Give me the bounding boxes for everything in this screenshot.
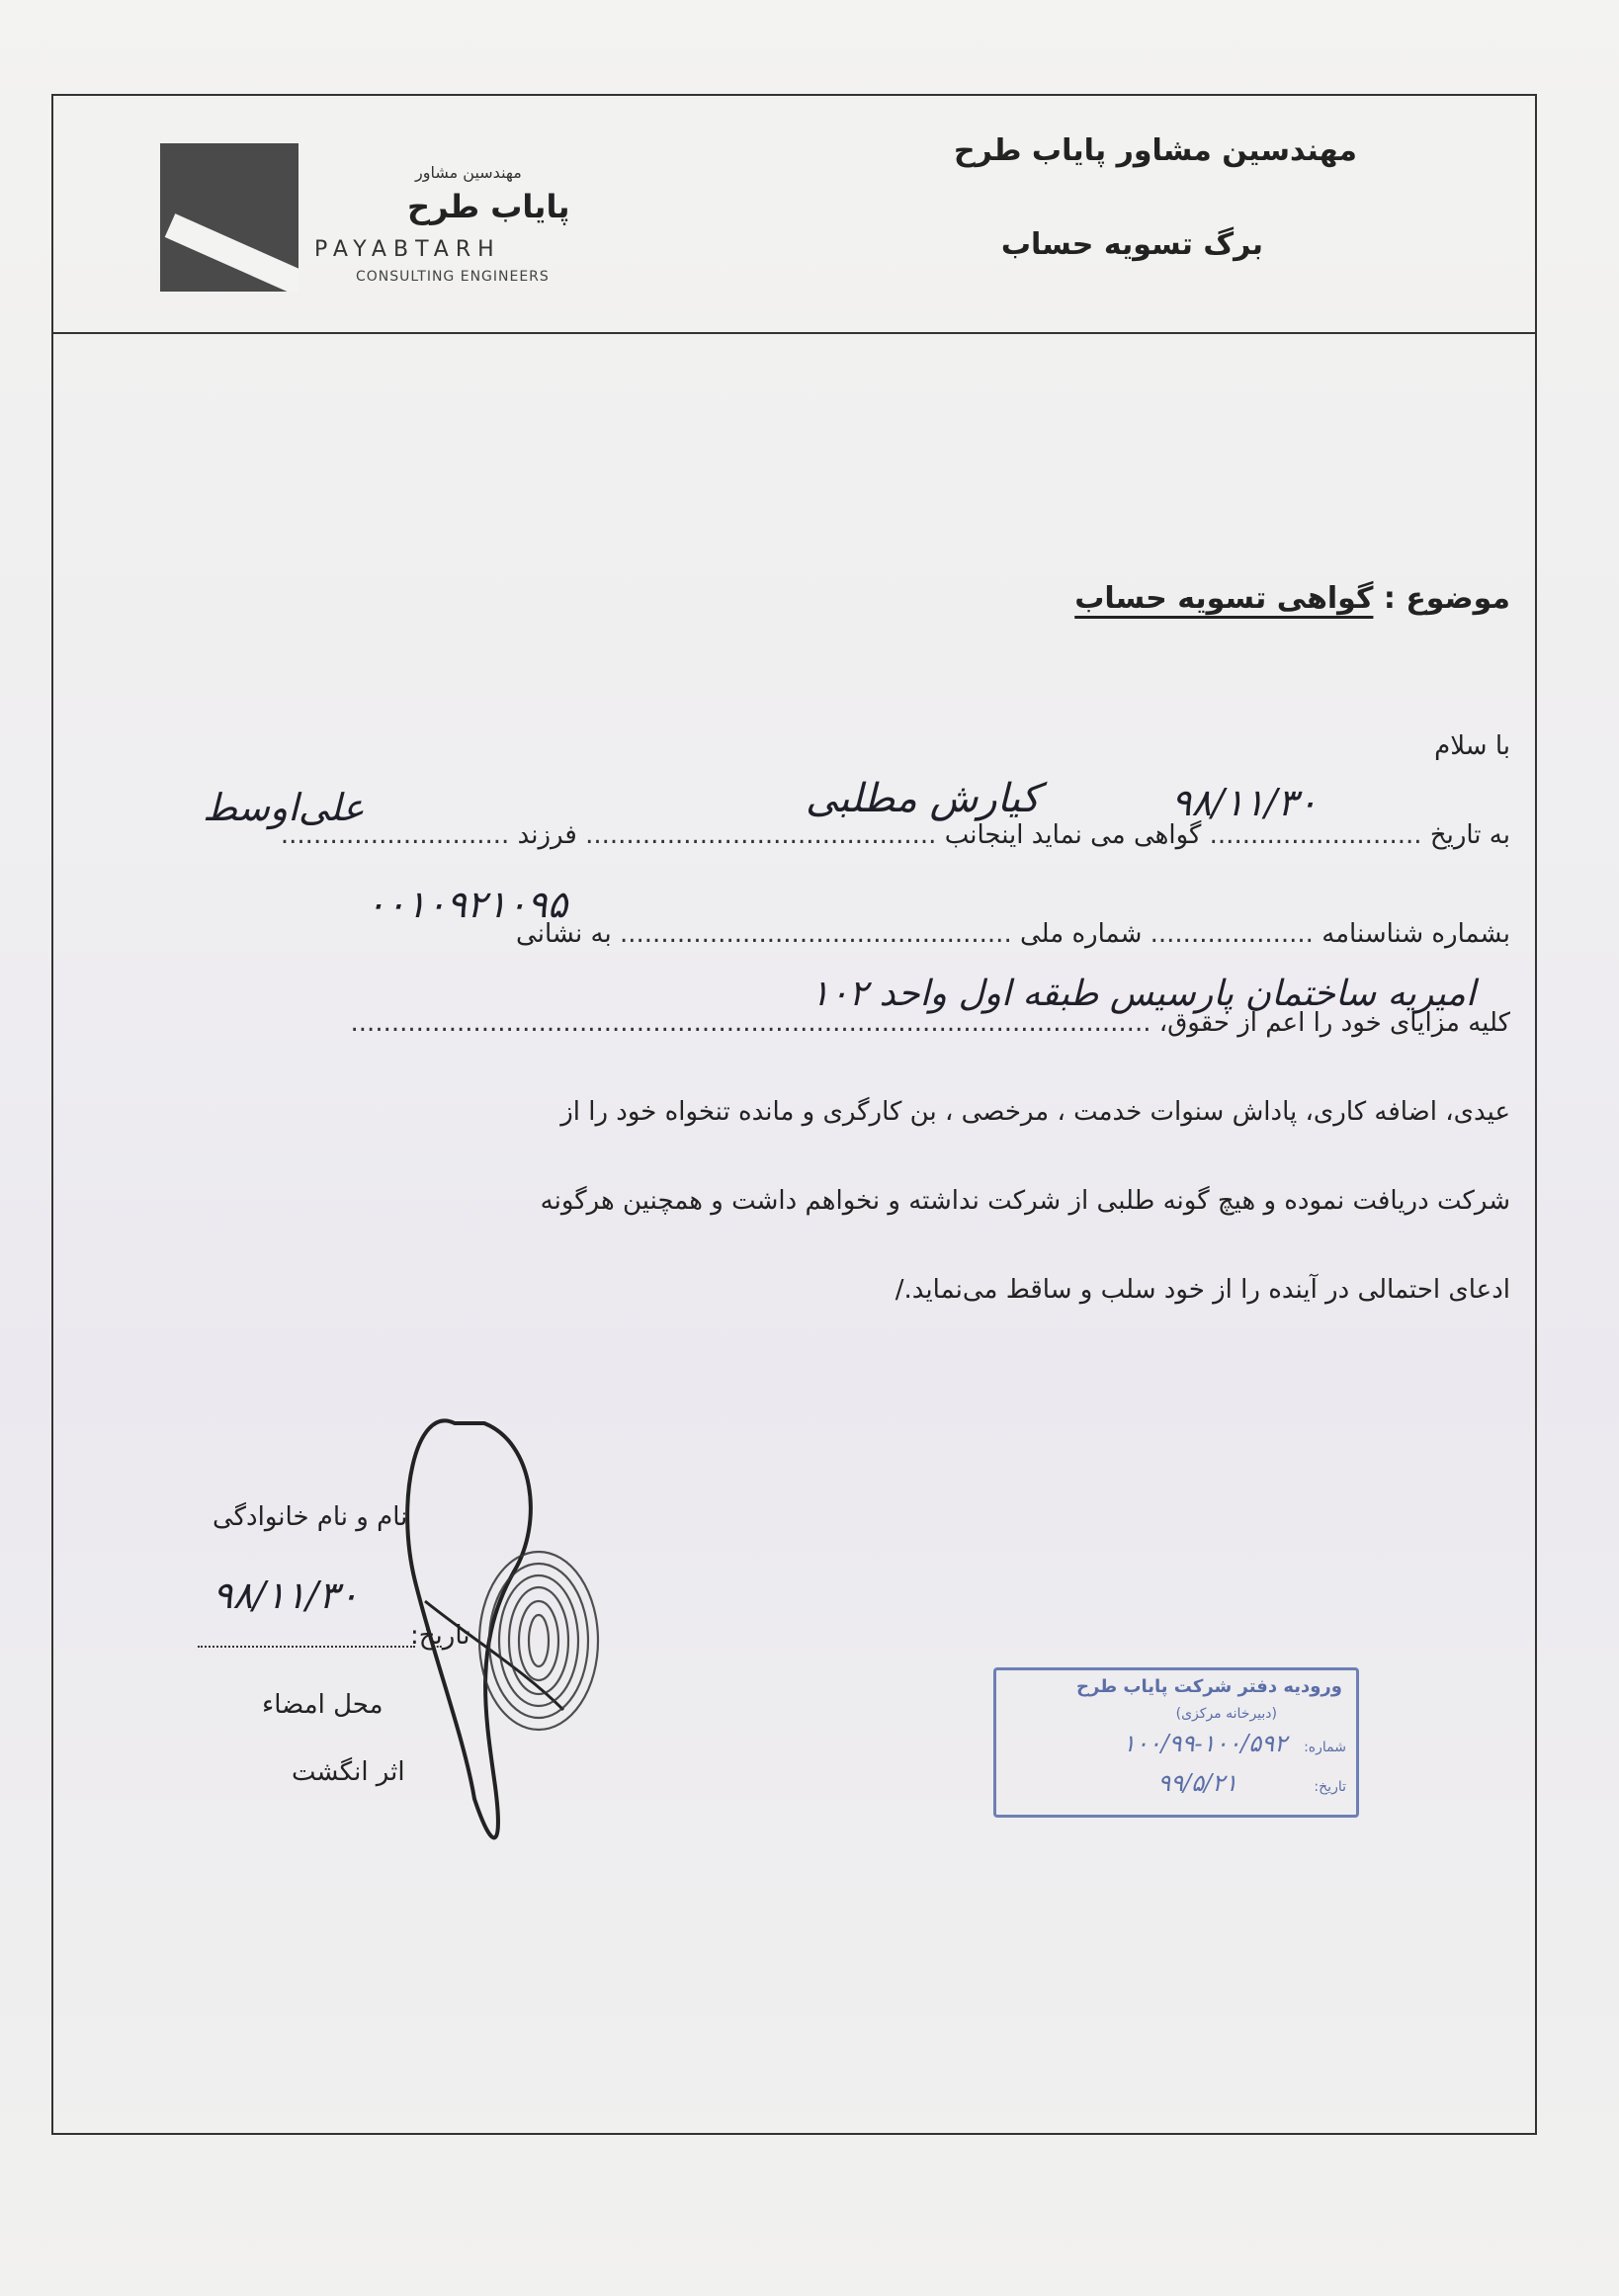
subject-label: موضوع : [1383,581,1510,616]
handwritten-father-name: علی‌اوسط [203,786,365,829]
logo-en-name: PAYABTARH [314,237,501,262]
subject-line [1074,581,1510,616]
received-stamp [993,1667,1359,1818]
date-label: به تاریخ [1429,820,1510,850]
body-line-6: ادعای احتمالی در آینده را از خود سلب و ساقط می‌نماید./ [895,1275,1510,1305]
stamp-title: ورودیه دفتر شرکت پایاب طرح [1076,1676,1342,1697]
logo-stripe [165,213,298,292]
stamp-date-label: تاریخ: [1314,1779,1346,1795]
signature-place-label: محل امضاء [262,1690,383,1720]
header-divider [51,332,1537,334]
handwritten-address: امیریه ساختمان پارسیس طبقه اول واحد ۱۰۲ [810,974,1476,1014]
body-line-4: عیدی، اضافه کاری، پاداش سنوات خدمت ، مرخصی ، بن کارگری و مانده تنخواه خود را از [560,1097,1510,1127]
benefits-text: کلیه مزایای خود را اعم از حقوق، [1158,1008,1510,1038]
company-logo-mark [160,143,298,292]
national-id-label: شماره ملی [1019,919,1143,949]
greeting: با سلام [1434,731,1510,761]
handwritten-sign-date: ۹۸/۱۱/۳۰ [213,1573,360,1617]
stamp-date: ۹۹/۵/۲۱ [1157,1769,1237,1797]
body-line-2: بشماره شناسنامه .................... شماره ملی ................................................ به نشانی [516,919,1510,949]
body-line-5: شرکت دریافت نموده و هیچ گونه طلبی از شرکت نداشته و نخواهم داشت و همچنین هرگونه [540,1186,1510,1216]
certify-text: گواهی می نماید اینجانب [944,820,1202,850]
stamp-sub: (دبیرخانه مرکزی) [1175,1706,1277,1722]
stamp-number: ۱۰۰/۹۹-۱۰۰/۵۹۲ [1122,1730,1287,1757]
sign-date-label: تاریخ: [410,1621,470,1651]
handwritten-name: کیارش مطلبی [806,776,1041,821]
body-line-3: کلیه مزایای خود را اعم از حقوق، .................................................................................................. [350,1008,1510,1038]
stamp-number-label: شماره: [1304,1740,1346,1755]
logo-en-sub: CONSULTING ENGINEERS [356,269,550,285]
father-label: فرزند [517,820,577,850]
id-label: بشماره شناسنامه [1321,919,1510,949]
subject-value: گواهی تسویه حساب [1074,581,1374,616]
handwritten-national-id: ۰۰۱۰۹۲۱۰۹۵ [366,883,568,926]
logo-fa-name: پایاب طرح [407,188,570,225]
address-label: به نشانی [516,919,612,949]
fingerprint-icon [465,1542,613,1740]
logo-fa-small: مهندسین مشاور [415,163,522,182]
company-title: مهندسین مشاور پایاب طرح [953,133,1357,168]
form-title: برگ تسویه حساب [1000,227,1263,262]
name-label: نام و نام خانوادگی [213,1502,408,1532]
fingerprint-label: اثر انگشت [292,1757,405,1787]
handwritten-date: ۹۸/۱۱/۳۰ [1171,781,1319,824]
body-line-1: به تاریخ .......................... گواهی می نماید اینجانب ........................................... فرزند ............................ [280,820,1510,850]
